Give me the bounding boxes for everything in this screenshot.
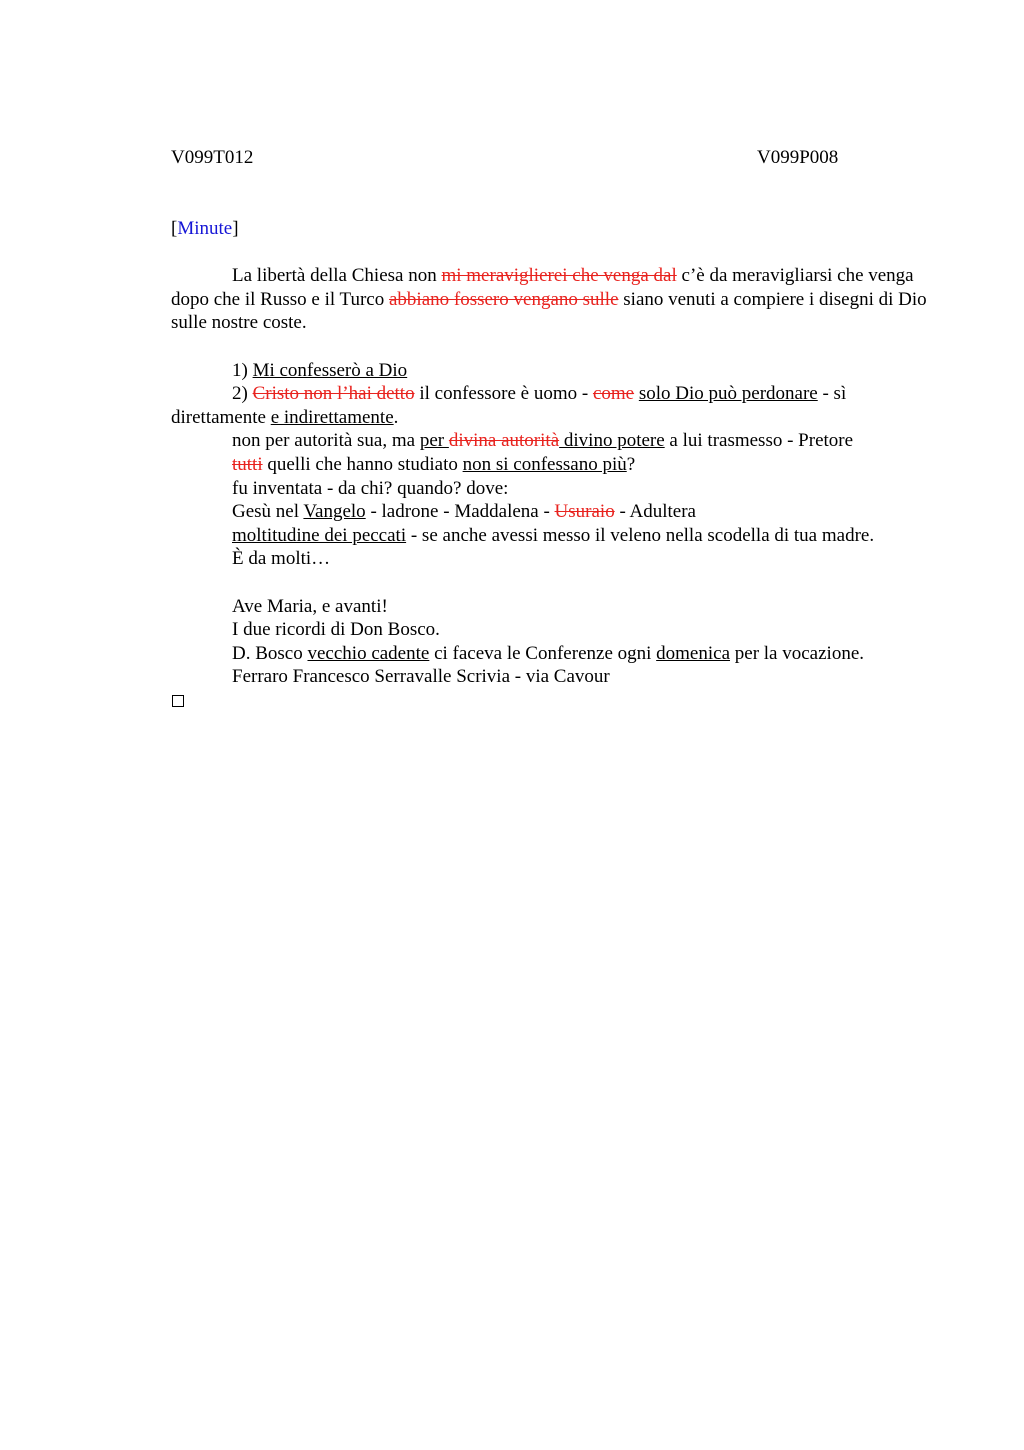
- note-line: Gesù nel Vangelo - ladrone - Maddalena - Usuraio - Adultera: [232, 501, 696, 523]
- note-line: moltitudine dei peccati - se anche avessi messo il veleno nella scodella di tua madre.: [232, 524, 875, 546]
- note-line: È da molti…: [232, 548, 331, 570]
- note-line: D. Bosco vecchio cadente ci faceva le Conferenze ogni domenica per la vocazione.: [232, 642, 864, 664]
- deleted-text: Cristo non l’hai detto: [252, 383, 415, 405]
- note-line: I due ricordi di Don Bosco.: [232, 619, 440, 641]
- document-body: [171, 217, 931, 712]
- deleted-text: Usuraio: [554, 501, 615, 523]
- note-line: non per autorità sua, ma per divina autorità divino potere a lui trasmesso - Pretore: [232, 430, 854, 452]
- document-code-right: V099P008: [757, 147, 839, 168]
- deleted-text: come: [592, 383, 635, 405]
- note-line: fu inventata - da chi? quando? dove:: [232, 477, 509, 499]
- section-label: [Minute]: [171, 218, 239, 239]
- square-icon: [172, 695, 184, 707]
- underlined-text: solo Dio può perdonare: [638, 383, 818, 405]
- underlined-text: per: [419, 430, 449, 452]
- note-line: 1) Mi confesserò a Dio: [232, 359, 408, 381]
- underlined-text: Mi confesserò a Dio: [252, 359, 408, 381]
- note-line: tutti quelli che hanno studiato non si confessano più?: [232, 453, 636, 475]
- section-label-text: Minute: [177, 218, 233, 239]
- note-line: Ferraro Francesco Serravalle Scrivia - via Cavour: [232, 666, 610, 688]
- note-line: Ave Maria, e avanti!: [232, 595, 388, 617]
- deleted-text: tutti: [232, 453, 263, 475]
- underlined-text: moltitudine dei peccati: [232, 524, 407, 546]
- underlined-text: Vangelo: [303, 501, 366, 523]
- document-code-left: V099T012: [171, 147, 254, 168]
- underlined-text: divino potere: [559, 430, 665, 452]
- end-mark: [171, 689, 931, 713]
- note-line: 2) Cristo non l’hai detto il confessore è uomo - come solo Dio può perdonare - sì direttamente e indirettamente.: [171, 383, 847, 428]
- underlined-text: vecchio cadente: [307, 642, 430, 664]
- underlined-text: domenica: [656, 642, 731, 664]
- deleted-text: abbiano fossero vengano sulle: [388, 288, 619, 310]
- deleted-text: mi meraviglierei che venga dal: [441, 265, 677, 287]
- deleted-text: divina autorità: [448, 430, 560, 452]
- underlined-text: non si confessano più: [462, 453, 627, 475]
- intro-paragraph: La libertà della Chiesa non mi meraviglierei che venga dal c’è da meravigliarsi che venga dopo che il Russo e il Turco abbiano fossero vengano sulle siano venuti a compiere i disegni di Dio sulle nostre coste.: [171, 265, 927, 334]
- underlined-text: e indirettamente: [270, 406, 394, 428]
